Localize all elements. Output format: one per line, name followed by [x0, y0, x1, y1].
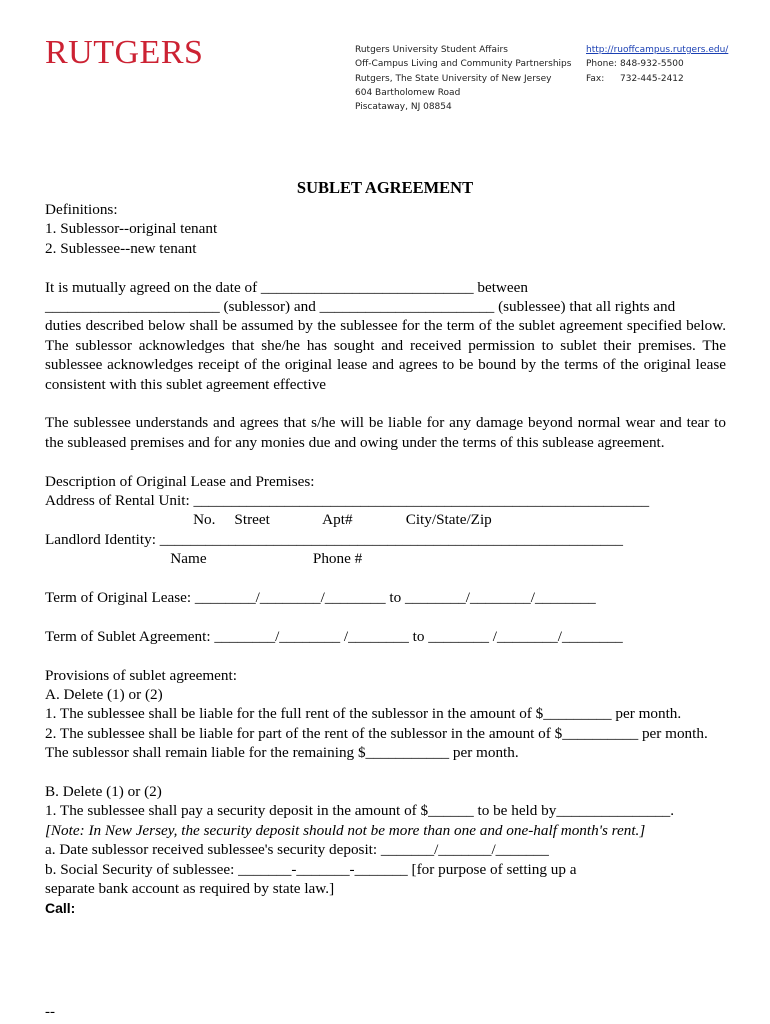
- landlord-field: Landlord Identity: _____________________________________________________________: [45, 530, 623, 548]
- address-line: Rutgers University Student Affairs: [355, 45, 508, 55]
- description-heading: Description of Original Lease and Premises:: [45, 472, 315, 490]
- page-footer-mark: --: [45, 1004, 55, 1020]
- agreement-paragraph: duties described below shall be assumed by the sublessee for the term of the sublet agreement specified below. The sublessor acknowledges that she/he has sought and received permission to sublet their premises. The sublessee acknowledges receipt of the original lease and agrees to be bound by the terms of the original lease consistent with this sublet agreement effective: [45, 317, 726, 393]
- website-link[interactable]: http://ruoffcampus.rutgers.edu/: [586, 45, 729, 55]
- section-b-heading: B. Delete (1) or (2): [45, 783, 162, 801]
- provisions-heading: Provisions of sublet agreement:: [45, 666, 237, 684]
- ssn-field: b. Social Security of sublessee: _______-_______-_______ [for purpose of setting up a: [45, 860, 577, 878]
- landlord-labels: Name Phone #: [45, 550, 363, 568]
- agreement-body: [45, 200, 726, 918]
- address-line: 604 Bartholomew Road: [355, 87, 461, 98]
- liability-paragraph: The sublessee understands and agrees that s/he will be liable for any damage beyond normal wear and tear to the subleased premises and for any monies due and owing under the terms of this sublease agreement.: [45, 414, 726, 451]
- section-a-heading: A. Delete (1) or (2): [45, 686, 163, 704]
- rental-address-field: Address of Rental Unit: ____________________________________________________________: [45, 492, 650, 510]
- definition-item: 1. Sublessor--original tenant: [45, 220, 218, 238]
- definition-item: 2. Sublessee--new tenant: [45, 239, 197, 257]
- sublet-term: Term of Sublet Agreement: ________/________ /________ to ________ /________/________: [45, 627, 623, 645]
- parties-line: _______________________ (sublessor) and _______________________ (sublessee) that all rights and: [45, 298, 676, 316]
- ssn-field-continued: separate bank account as required by state law.]: [45, 880, 335, 898]
- rutgers-logo: RUTGERS: [45, 34, 204, 71]
- deposit-note: [Note: In New Jersey, the security deposit should not be more than one and one-half month's rent.]: [45, 821, 646, 839]
- phone-label: Phone:: [586, 59, 617, 70]
- definitions-heading: Definitions:: [45, 201, 118, 218]
- fax-number: 732-445-2412: [620, 73, 684, 84]
- address-line: Piscataway, NJ 08854: [355, 102, 452, 113]
- full-rent-provision: 1. The sublessee shall be liable for the full rent of the sublessor in the amount of $_________ per month.: [45, 705, 682, 723]
- office-address: [355, 43, 571, 114]
- contact-info: [586, 43, 728, 86]
- partial-rent-provision: 2. The sublessee shall be liable for part of the rent of the sublessor in the amount of $__________ per month. The sublessor shall remain liable for the remaining $___________ per month.: [45, 724, 708, 762]
- original-lease-term: Term of Original Lease: ________/________/________ to ________/________/________: [45, 589, 596, 607]
- rental-address-labels: No. Street Apt# City/State/Zip: [45, 511, 492, 529]
- call-label: Call:: [45, 899, 76, 916]
- deposit-date-field: a. Date sublessor received sublessee's security deposit: _______/_______/_______: [45, 841, 549, 859]
- address-line: Off-Campus Living and Community Partnerships: [355, 59, 572, 70]
- security-deposit-provision: 1. The sublessee shall pay a security deposit in the amount of $______ to be held by_______________.: [45, 802, 675, 820]
- agreement-date-line: It is mutually agreed on the date of ____________________________ between: [45, 278, 528, 296]
- phone-number: 848-932-5500: [620, 59, 684, 70]
- fax-label: Fax:: [586, 73, 605, 84]
- document-title: SUBLET AGREEMENT: [296, 178, 474, 197]
- address-line: Rutgers, The State University of New Jersey: [355, 73, 552, 84]
